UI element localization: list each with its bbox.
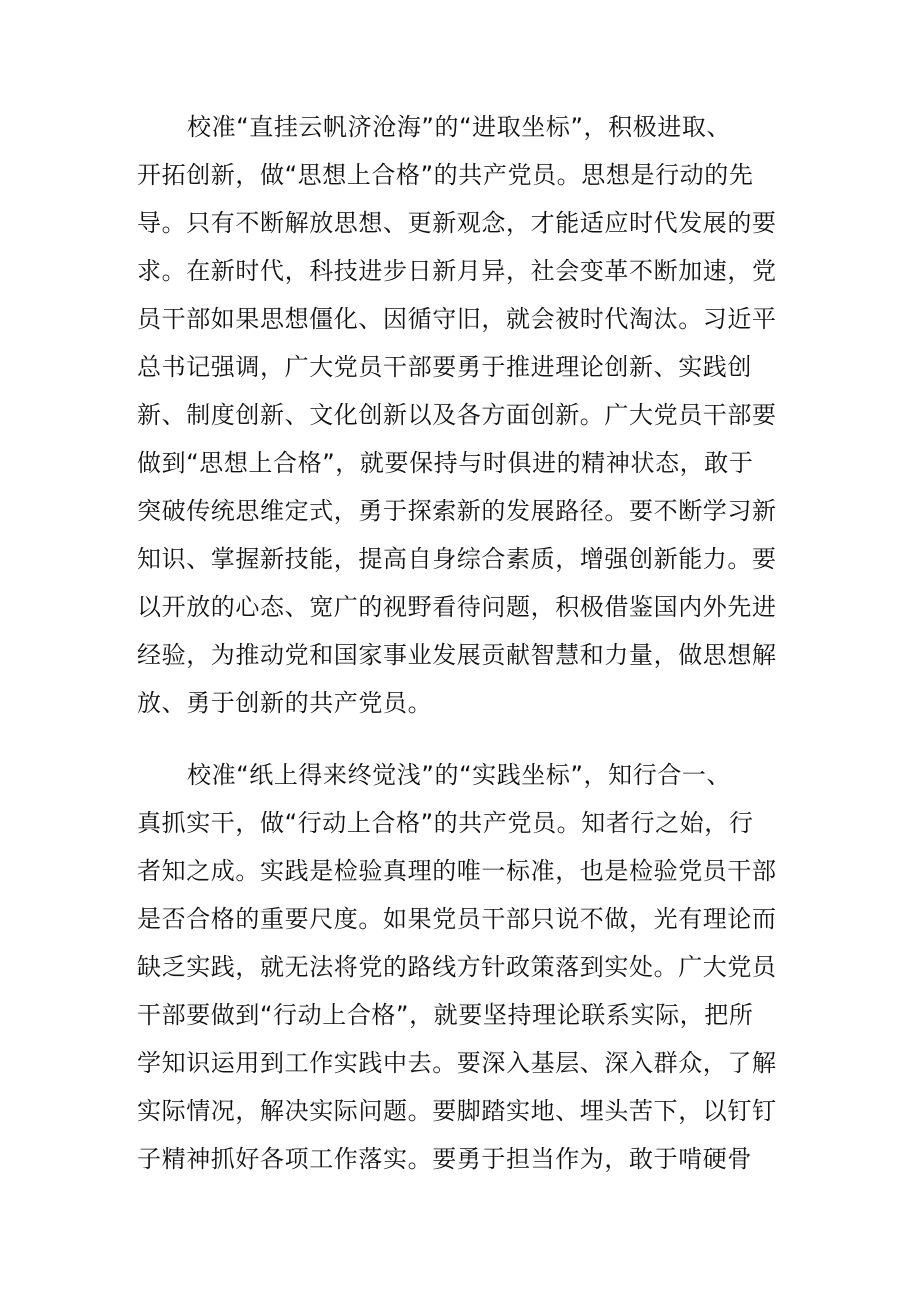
- text-line: 求。在新时代，科技进步日新月异，社会变革不断加速，党: [137, 257, 777, 285]
- text-line: 员干部如果思想僵化、因循守旧，就会被时代淘汰。习近平: [137, 305, 777, 333]
- text-line: 学知识运用到工作实践中去。要深入基层、深入群众，了解: [137, 1049, 777, 1077]
- text-line: 总书记强调，广大党员干部要勇于推进理论创新、实践创: [137, 353, 752, 381]
- text-line: 以开放的心态、宽广的视野看待问题，积极借鉴国内外先进: [137, 593, 777, 621]
- text-line: 知识、掌握新技能，提高自身综合素质，增强创新能力。要: [137, 545, 777, 573]
- text-line: 开拓创新，做“思想上合格”的共产党员。思想是行动的先: [137, 161, 754, 189]
- text-line: 导。只有不断解放思想、更新观念，才能适应时代发展的要: [137, 209, 777, 237]
- text-line: 真抓实干，做“行动上合格”的共产党员。知者行之始，行: [137, 809, 754, 837]
- text-line: 做到“思想上合格”，就要保持与时俱进的精神状态，敢于: [137, 449, 754, 477]
- text-line: 校准“直挂云帆济沧海”的“进取坐标”，积极进取、: [187, 113, 732, 141]
- text-line: 突破传统思维定式，勇于探索新的发展路径。要不断学习新: [137, 497, 777, 525]
- text-line: 实际情况，解决实际问题。要脚踏实地、埋头苦下，以钉钉: [137, 1097, 777, 1125]
- text-line: 放、勇于创新的共产党员。: [137, 689, 433, 717]
- text-line: 新、制度创新、文化创新以及各方面创新。广大党员干部要: [137, 401, 777, 429]
- text-line: 者知之成。实践是检验真理的唯一标准，也是检验党员干部: [137, 857, 777, 885]
- text-line: 校准“纸上得来终觉浅”的“实践坐标”，知行合一、: [187, 761, 732, 789]
- text-line: 是否合格的重要尺度。如果党员干部只说不做，光有理论而: [137, 905, 777, 933]
- text-line: 经验，为推动党和国家事业发展贡献智慧和力量，做思想解: [137, 641, 777, 669]
- text-line: 缺乏实践，就无法将党的路线方针政策落到实处。广大党员: [137, 953, 777, 981]
- text-line: 干部要做到“行动上合格”，就要坚持理论联系实际，把所: [137, 1001, 754, 1029]
- text-line: 子精神抓好各项工作落实。要勇于担当作为，敢于啃硬骨: [137, 1145, 752, 1173]
